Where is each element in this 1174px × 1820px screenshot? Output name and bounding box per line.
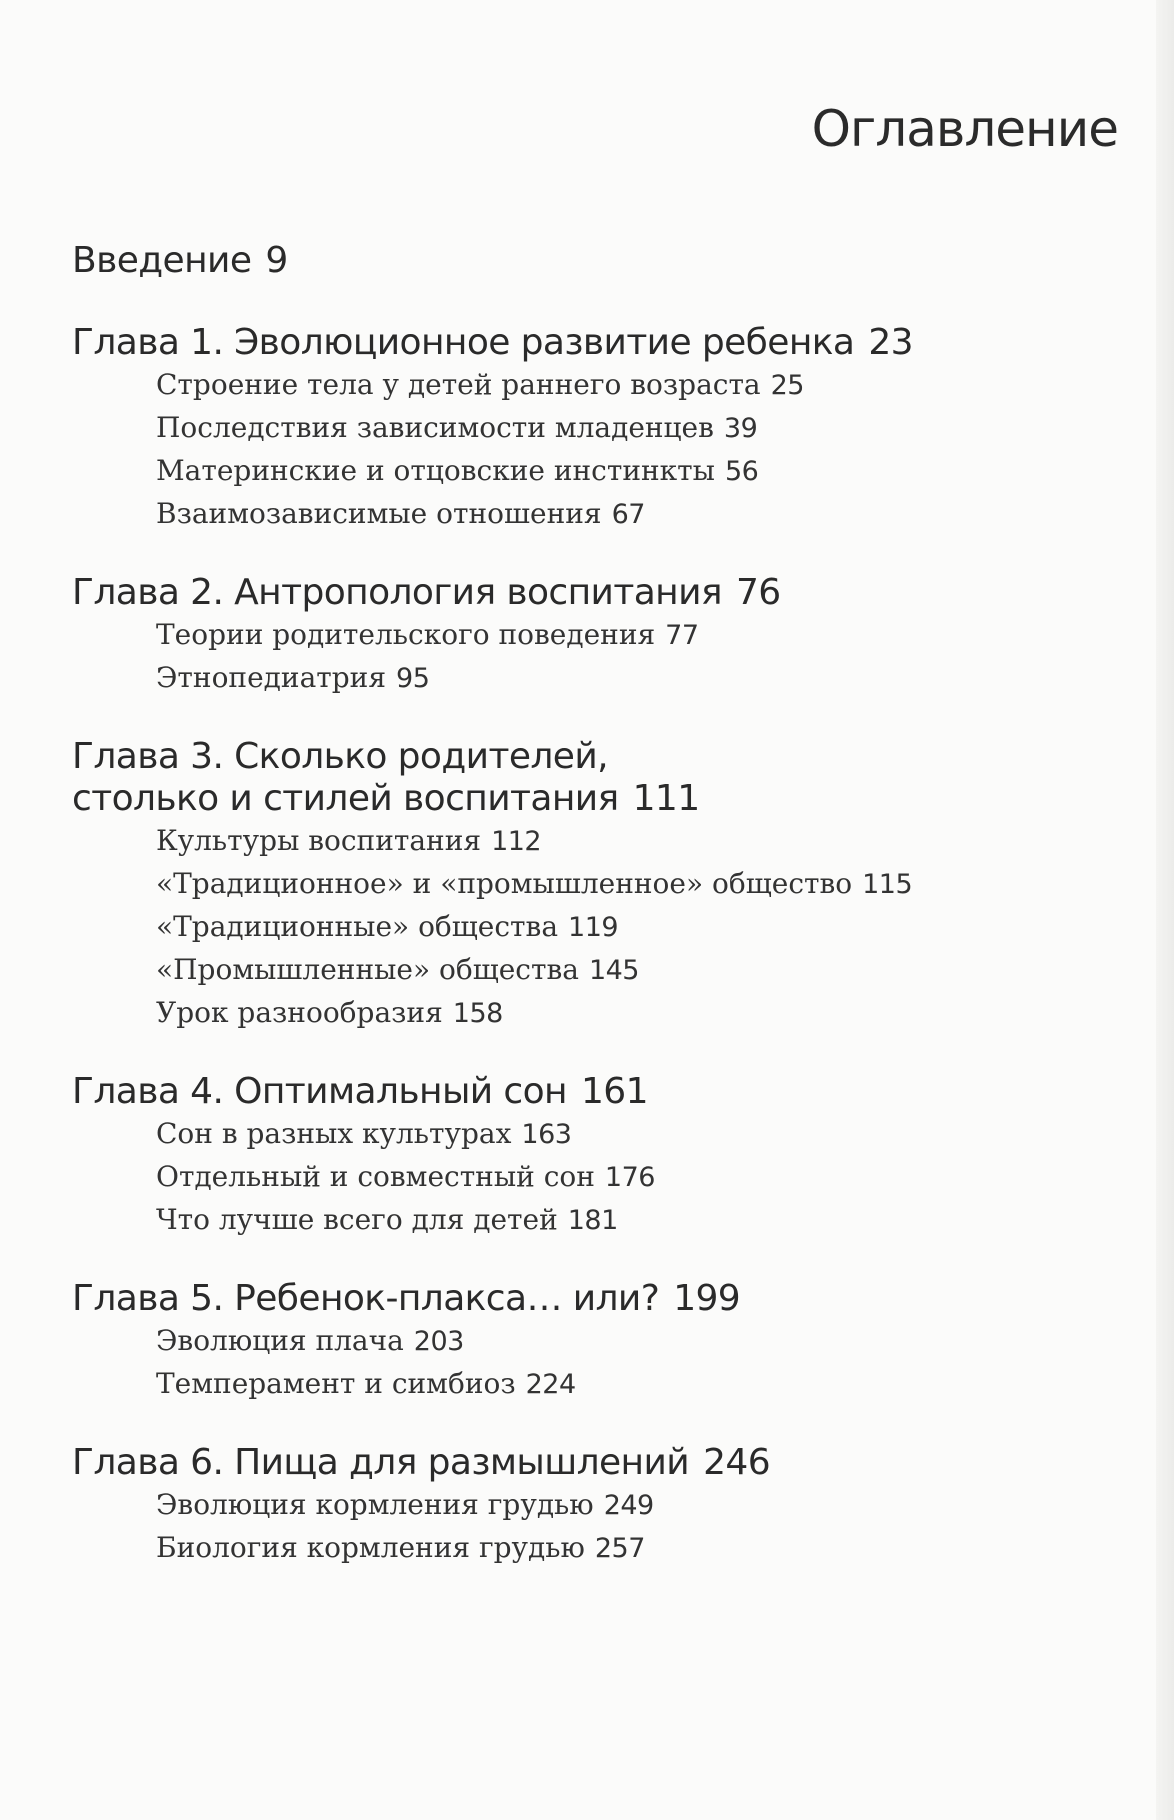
toc-section-item[interactable] — [156, 863, 1112, 906]
chapter-heading-line — [72, 778, 1112, 820]
section-label: Последствия зависимости младенцев — [156, 411, 714, 444]
section-list — [72, 614, 1112, 700]
section-label: Взаимозависимые отношения — [156, 497, 602, 530]
toc-section-item[interactable] — [156, 992, 1112, 1035]
section-page-number: 115 — [862, 869, 913, 900]
section-page-number: 112 — [491, 826, 542, 857]
toc-section-item[interactable] — [156, 407, 1112, 450]
section-page-number: 176 — [604, 1162, 655, 1193]
chapter-heading-line — [72, 322, 1112, 364]
toc-chapter — [72, 1071, 1112, 1242]
section-page-number: 203 — [413, 1326, 464, 1357]
section-label: Урок разнообразия — [156, 996, 443, 1029]
chapter-heading[interactable] — [72, 572, 1112, 614]
section-page-number: 181 — [567, 1205, 618, 1236]
introduction-page-number: 9 — [265, 240, 288, 281]
toc-chapter — [72, 572, 1112, 700]
toc-chapter — [72, 1442, 1112, 1570]
chapter-page-number: 199 — [673, 1278, 741, 1319]
toc-section-item[interactable] — [156, 657, 1112, 700]
section-page-number: 56 — [724, 456, 759, 487]
table-of-contents — [72, 240, 1112, 1606]
section-label: Этнопедиатрия — [156, 661, 387, 694]
chapter-title-text: Глава 1. Эволюционное развитие ребенка — [72, 322, 855, 363]
chapter-title-text: столько и стилей воспитания — [72, 778, 619, 819]
section-list — [72, 1484, 1112, 1570]
section-label: Темперамент и симбиоз — [156, 1367, 516, 1400]
toc-section-item[interactable] — [156, 450, 1112, 493]
toc-section-item[interactable] — [156, 364, 1112, 407]
chapter-heading[interactable] — [72, 1071, 1112, 1113]
section-label: Биология кормления грудью — [156, 1531, 585, 1564]
chapter-title-text: Глава 2. Антропология воспитания — [72, 572, 722, 613]
toc-section-item[interactable] — [156, 949, 1112, 992]
toc-section-item[interactable] — [156, 1156, 1112, 1199]
chapter-title-text: Глава 3. Сколько родителей, — [72, 736, 608, 777]
chapter-page-number: 111 — [632, 778, 700, 819]
section-label: «Промышленные» общества — [156, 953, 579, 986]
chapter-heading-line — [72, 736, 1112, 778]
chapter-page-number: 76 — [735, 572, 781, 613]
chapter-heading[interactable] — [72, 322, 1112, 364]
section-page-number: 25 — [770, 370, 804, 401]
chapter-heading-line — [72, 1071, 1112, 1113]
section-label: Эволюция кормления грудью — [156, 1488, 594, 1521]
chapter-page-number: 23 — [868, 322, 913, 363]
section-page-number: 95 — [396, 663, 430, 694]
section-label: Строение тела у детей раннего возраста — [156, 368, 761, 401]
section-page-number: 119 — [568, 912, 619, 943]
chapter-heading-line — [72, 1442, 1112, 1484]
section-list — [72, 820, 1112, 1035]
section-page-number: 67 — [611, 499, 645, 530]
toc-chapter — [72, 1278, 1112, 1406]
toc-section-item[interactable] — [156, 493, 1112, 536]
section-label: Культуры воспитания — [156, 824, 482, 857]
section-label: Отдельный и совместный сон — [156, 1160, 595, 1193]
chapter-title-text: Глава 4. Оптимальный сон — [72, 1071, 567, 1112]
section-list — [72, 1320, 1112, 1406]
toc-section-item[interactable] — [156, 1484, 1112, 1527]
toc-introduction[interactable] — [72, 240, 1112, 282]
chapter-page-number: 246 — [703, 1442, 771, 1483]
chapter-title-text: Глава 6. Пища для размышлений — [72, 1442, 690, 1483]
page-edge — [1156, 0, 1174, 1820]
toc-section-item[interactable] — [156, 1199, 1112, 1242]
toc-section-item[interactable] — [156, 906, 1112, 949]
section-label: Сон в разных культурах — [156, 1117, 512, 1150]
chapter-heading-line — [72, 572, 1112, 614]
toc-section-item[interactable] — [156, 614, 1112, 657]
toc-section-item[interactable] — [156, 1527, 1112, 1570]
section-list — [72, 364, 1112, 536]
chapter-list — [72, 322, 1112, 1570]
section-page-number: 39 — [723, 413, 758, 444]
section-label: Теории родительского поведения — [156, 618, 656, 651]
section-page-number: 249 — [603, 1490, 654, 1521]
chapter-page-number: 161 — [580, 1071, 648, 1112]
toc-chapter — [72, 322, 1112, 536]
page-title: Оглавление — [811, 100, 1118, 158]
toc-chapter — [72, 736, 1112, 1035]
section-list — [72, 1113, 1112, 1242]
toc-section-item[interactable] — [156, 1363, 1112, 1406]
toc-section-item[interactable] — [156, 820, 1112, 863]
chapter-title-text: Глава 5. Ребенок-плакса… или? — [72, 1278, 660, 1319]
toc-section-item[interactable] — [156, 1113, 1112, 1156]
chapter-heading[interactable] — [72, 1442, 1112, 1484]
section-label: «Традиционное» и «промышленное» общество — [156, 867, 853, 900]
section-label: Эволюция плача — [156, 1324, 404, 1357]
section-label: Материнские и отцовские инстинкты — [156, 454, 715, 487]
introduction-label: Введение — [72, 240, 252, 281]
toc-section-item[interactable] — [156, 1320, 1112, 1363]
section-page-number: 224 — [525, 1369, 576, 1400]
section-page-number: 257 — [594, 1533, 645, 1564]
section-label: «Традиционные» общества — [156, 910, 559, 943]
chapter-heading[interactable] — [72, 736, 1112, 820]
section-label: Что лучше всего для детей — [156, 1203, 558, 1236]
section-page-number: 145 — [588, 955, 639, 986]
section-page-number: 77 — [665, 620, 699, 651]
section-page-number: 158 — [452, 998, 503, 1029]
chapter-heading[interactable] — [72, 1278, 1112, 1320]
chapter-heading-line — [72, 1278, 1112, 1320]
section-page-number: 163 — [521, 1119, 572, 1150]
